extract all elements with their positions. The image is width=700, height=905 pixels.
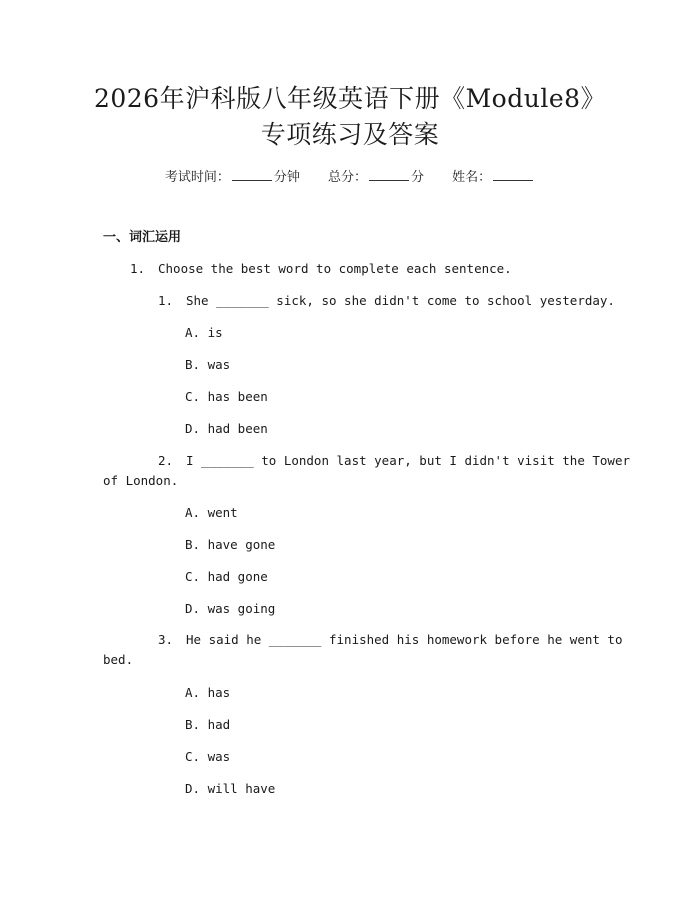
question-2 (158, 452, 630, 470)
exam-time-unit: 分钟 (273, 170, 300, 185)
question-1-option-b: B. was (185, 357, 231, 372)
question-1-option-d: D. had been (185, 421, 268, 436)
exam-time-label: 考试时间： (164, 170, 230, 185)
question-3 (158, 631, 623, 649)
question-1 (158, 292, 615, 310)
document-title-line2: 专项练习及答案 (260, 120, 440, 149)
task-line (130, 260, 512, 278)
question-1-option-c: C. has been (185, 389, 268, 404)
document-title-line1: 2026年沪科版八年级英语下册《Module8》 (93, 84, 607, 113)
question-3-text: He said he _______ finished his homework before he went to (186, 632, 623, 647)
question-2-option-c: C. had gone (185, 569, 268, 584)
question-2-option-d: D. was going (185, 601, 276, 616)
task-instruction: Choose the best word to complete each sentence. (158, 261, 512, 276)
section-heading: 一、词汇运用 (103, 230, 182, 245)
question-1-number: 1. (158, 293, 174, 308)
question-3-option-c: C. was (185, 749, 231, 764)
question-2-text: I _______ to London last year, but I didn't visit the Tower (186, 453, 631, 468)
question-2-text-continued: of London. (103, 473, 179, 488)
question-3-text-continued: bed. (103, 652, 134, 667)
question-3-option-b: B. had (185, 717, 231, 732)
question-1-option-a: A. is (185, 325, 223, 340)
question-3-number: 3. (158, 632, 174, 647)
exam-score-blank (369, 168, 409, 181)
question-2-number: 2. (158, 453, 174, 468)
question-3-option-a: A. has (185, 685, 231, 700)
exam-name-field (452, 168, 535, 187)
exam-meta (0, 168, 700, 187)
question-2-option-b: B. have gone (185, 537, 276, 552)
question-1-text: She _______ sick, so she didn't come to school yesterday. (186, 293, 615, 308)
exam-score-unit: 分 (411, 170, 425, 185)
exam-score-field (328, 168, 424, 187)
exam-time-blank (232, 168, 272, 181)
question-3-option-d: D. will have (185, 781, 276, 796)
exam-name-blank (493, 168, 533, 181)
exam-score-label: 总分： (327, 170, 367, 185)
question-2-option-a: A. went (185, 505, 238, 520)
task-number: 1. (130, 261, 146, 276)
exam-time-field (165, 168, 300, 187)
exam-name-label: 姓名： (452, 170, 492, 185)
